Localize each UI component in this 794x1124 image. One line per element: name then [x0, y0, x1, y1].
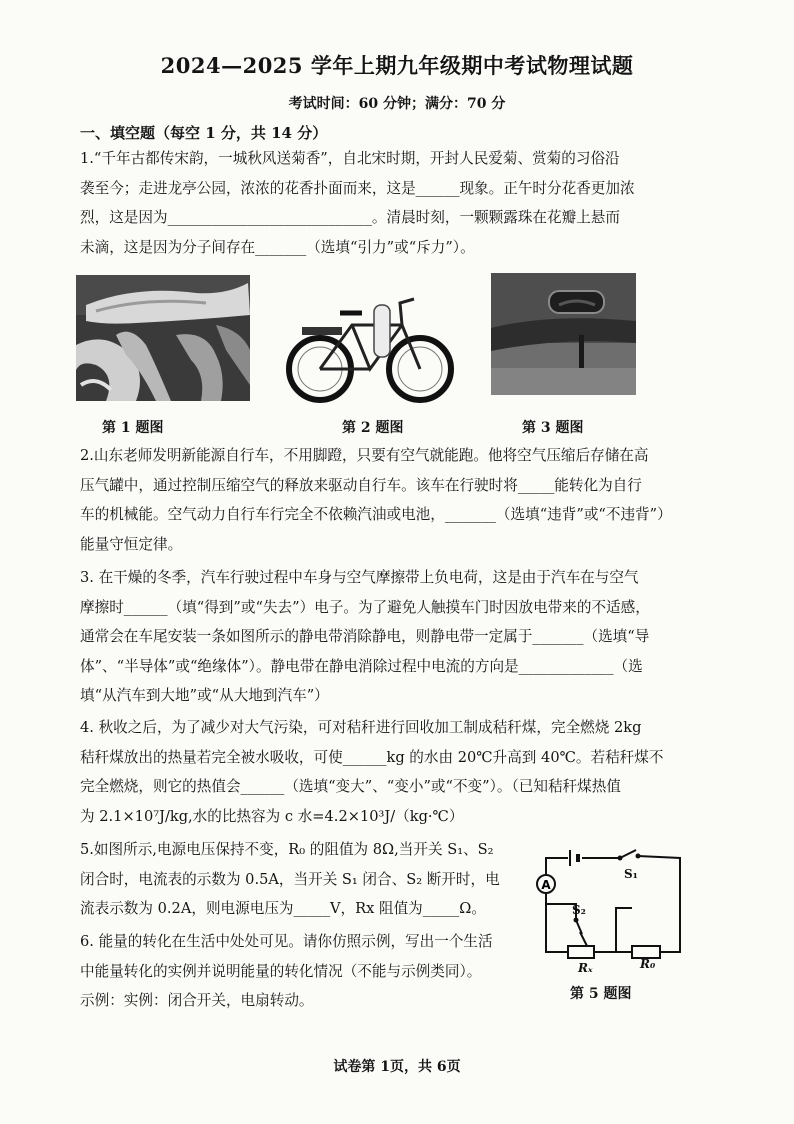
question-line: 车的机械能。空气动力自行车行完全不依赖汽油或电池，_______（选填“违背”或“不违背”）: [80, 506, 672, 523]
circuit-diagram: [528, 848, 698, 976]
question-line: 袭至今；走进龙亭公园，浓浓的花香扑面而来，这是______现象。正午时分花香更加浓: [80, 179, 635, 197]
section-heading: 一、填空题（每空 1 分，共 14 分）: [80, 124, 328, 142]
question-line: 完全燃烧，则它的热值会______（选填“变大”、“变小”或“不变”）。（已知秸秆煤热值: [80, 778, 621, 795]
question-line: 4. 秋收之后，为了减少对大气污染，可对秸秆进行回收加工制成秸秆煤，完全燃烧 2kg: [80, 719, 642, 736]
question-line: 6. 能量的转化在生活中处处可见。请你仿照示例，写出一个生活: [80, 933, 493, 950]
question-line: 体”、“半导体”或“绝缘体”）。静电带在静电消除过程中电流的方向是_____________（选: [80, 657, 643, 675]
question-4: [80, 713, 692, 831]
question-line: 摩擦时______（填“得到”或“失去”）电子。为了避免人触摸车门时因放电带来的不适感，: [80, 598, 650, 616]
question-line: 填“从汽车到大地”或“从大地到汽车”）: [80, 687, 329, 704]
exam-title: 2024—2025 学年上期九年级期中考试物理试题: [160, 53, 634, 78]
exam-subtitle: 考试时间：60 分钟；满分：70 分: [288, 96, 506, 112]
chrysanthemum-photo: [76, 275, 250, 401]
question-1: [80, 144, 692, 262]
s2-label: S₂: [572, 903, 586, 917]
question-line: 1.“千年古都传宋韵，一城秋风送菊香”，自北宋时期，开封人民爱菊、赏菊的习俗沿: [80, 150, 620, 167]
question-line: 流表示数为 0.2A，则电源电压为_____V，Rx 阻值为_____Ω。: [80, 900, 486, 917]
question-line: 能量守恒定律。: [80, 535, 183, 553]
figures-row: [0, 275, 794, 445]
question-3: [80, 563, 692, 711]
question-6: [80, 927, 528, 1016]
figure-5-caption: 第 5 题图: [570, 986, 632, 1002]
question-line: 5.如图所示,电源电压保持不变，R₀ 的阻值为 8Ω,当开关 S₁、S₂: [80, 841, 494, 858]
question-line: 2.山东老师发明新能源自行车，不用脚蹬，只要有空气就能跑。他将空气压缩后存储在高: [80, 447, 649, 464]
static-strap-photo: [491, 273, 636, 395]
question-line: 秸秆煤放出的热量若完全被水吸收，可使______kg 的水由 20℃升高到 40℃。若秸秆煤不: [80, 748, 664, 766]
r0-label: R₀: [640, 957, 656, 971]
ammeter-label: A: [541, 878, 551, 892]
bicycle-photo: [282, 285, 454, 403]
question-5: [80, 835, 528, 924]
figure-2-caption: 第 2 题图: [342, 420, 404, 436]
question-line: 未滴，这是因为分子间存在_______（选填“引力”或“斥力”）。: [80, 238, 475, 256]
page-footer: 试卷第 1页，共 6页: [333, 1059, 461, 1075]
question-2: [80, 441, 692, 559]
question-line: 压气罐中，通过控制压缩空气的释放来驱动自行车。该车在行驶时将_____能转化为自行: [80, 476, 642, 494]
figure-3-caption: 第 3 题图: [522, 420, 584, 436]
question-line: 通常会在车尾安装一条如图所示的静电带消除静电，则静电带一定属于_______（选填“导: [80, 628, 650, 645]
question-line: 烈，这是因为____________________________。清晨时刻，一颗颗露珠在花瓣上悬而: [80, 209, 620, 226]
rx-label: Rₓ: [578, 961, 593, 975]
figure-1-caption: 第 1 题图: [102, 420, 164, 436]
question-line: 示例：实例：闭合开关，电扇转动。: [80, 992, 314, 1009]
question-line: 中能量转化的实例并说明能量的转化情况（不能与示例类同）。: [80, 962, 482, 980]
question-line: 3. 在干燥的冬季，汽车行驶过程中车身与空气摩擦带上负电荷，这是由于汽车在与空气: [80, 569, 639, 586]
question-line: 为 2.1×10⁷J/kg,水的比热容为 c 水=4.2×10³J/（kg·℃）: [80, 807, 464, 825]
s1-label: S₁: [624, 867, 638, 881]
question-line: 闭合时，电流表的示数为 0.5A，当开关 S₁ 闭合、S₂ 断开时，电: [80, 870, 500, 888]
